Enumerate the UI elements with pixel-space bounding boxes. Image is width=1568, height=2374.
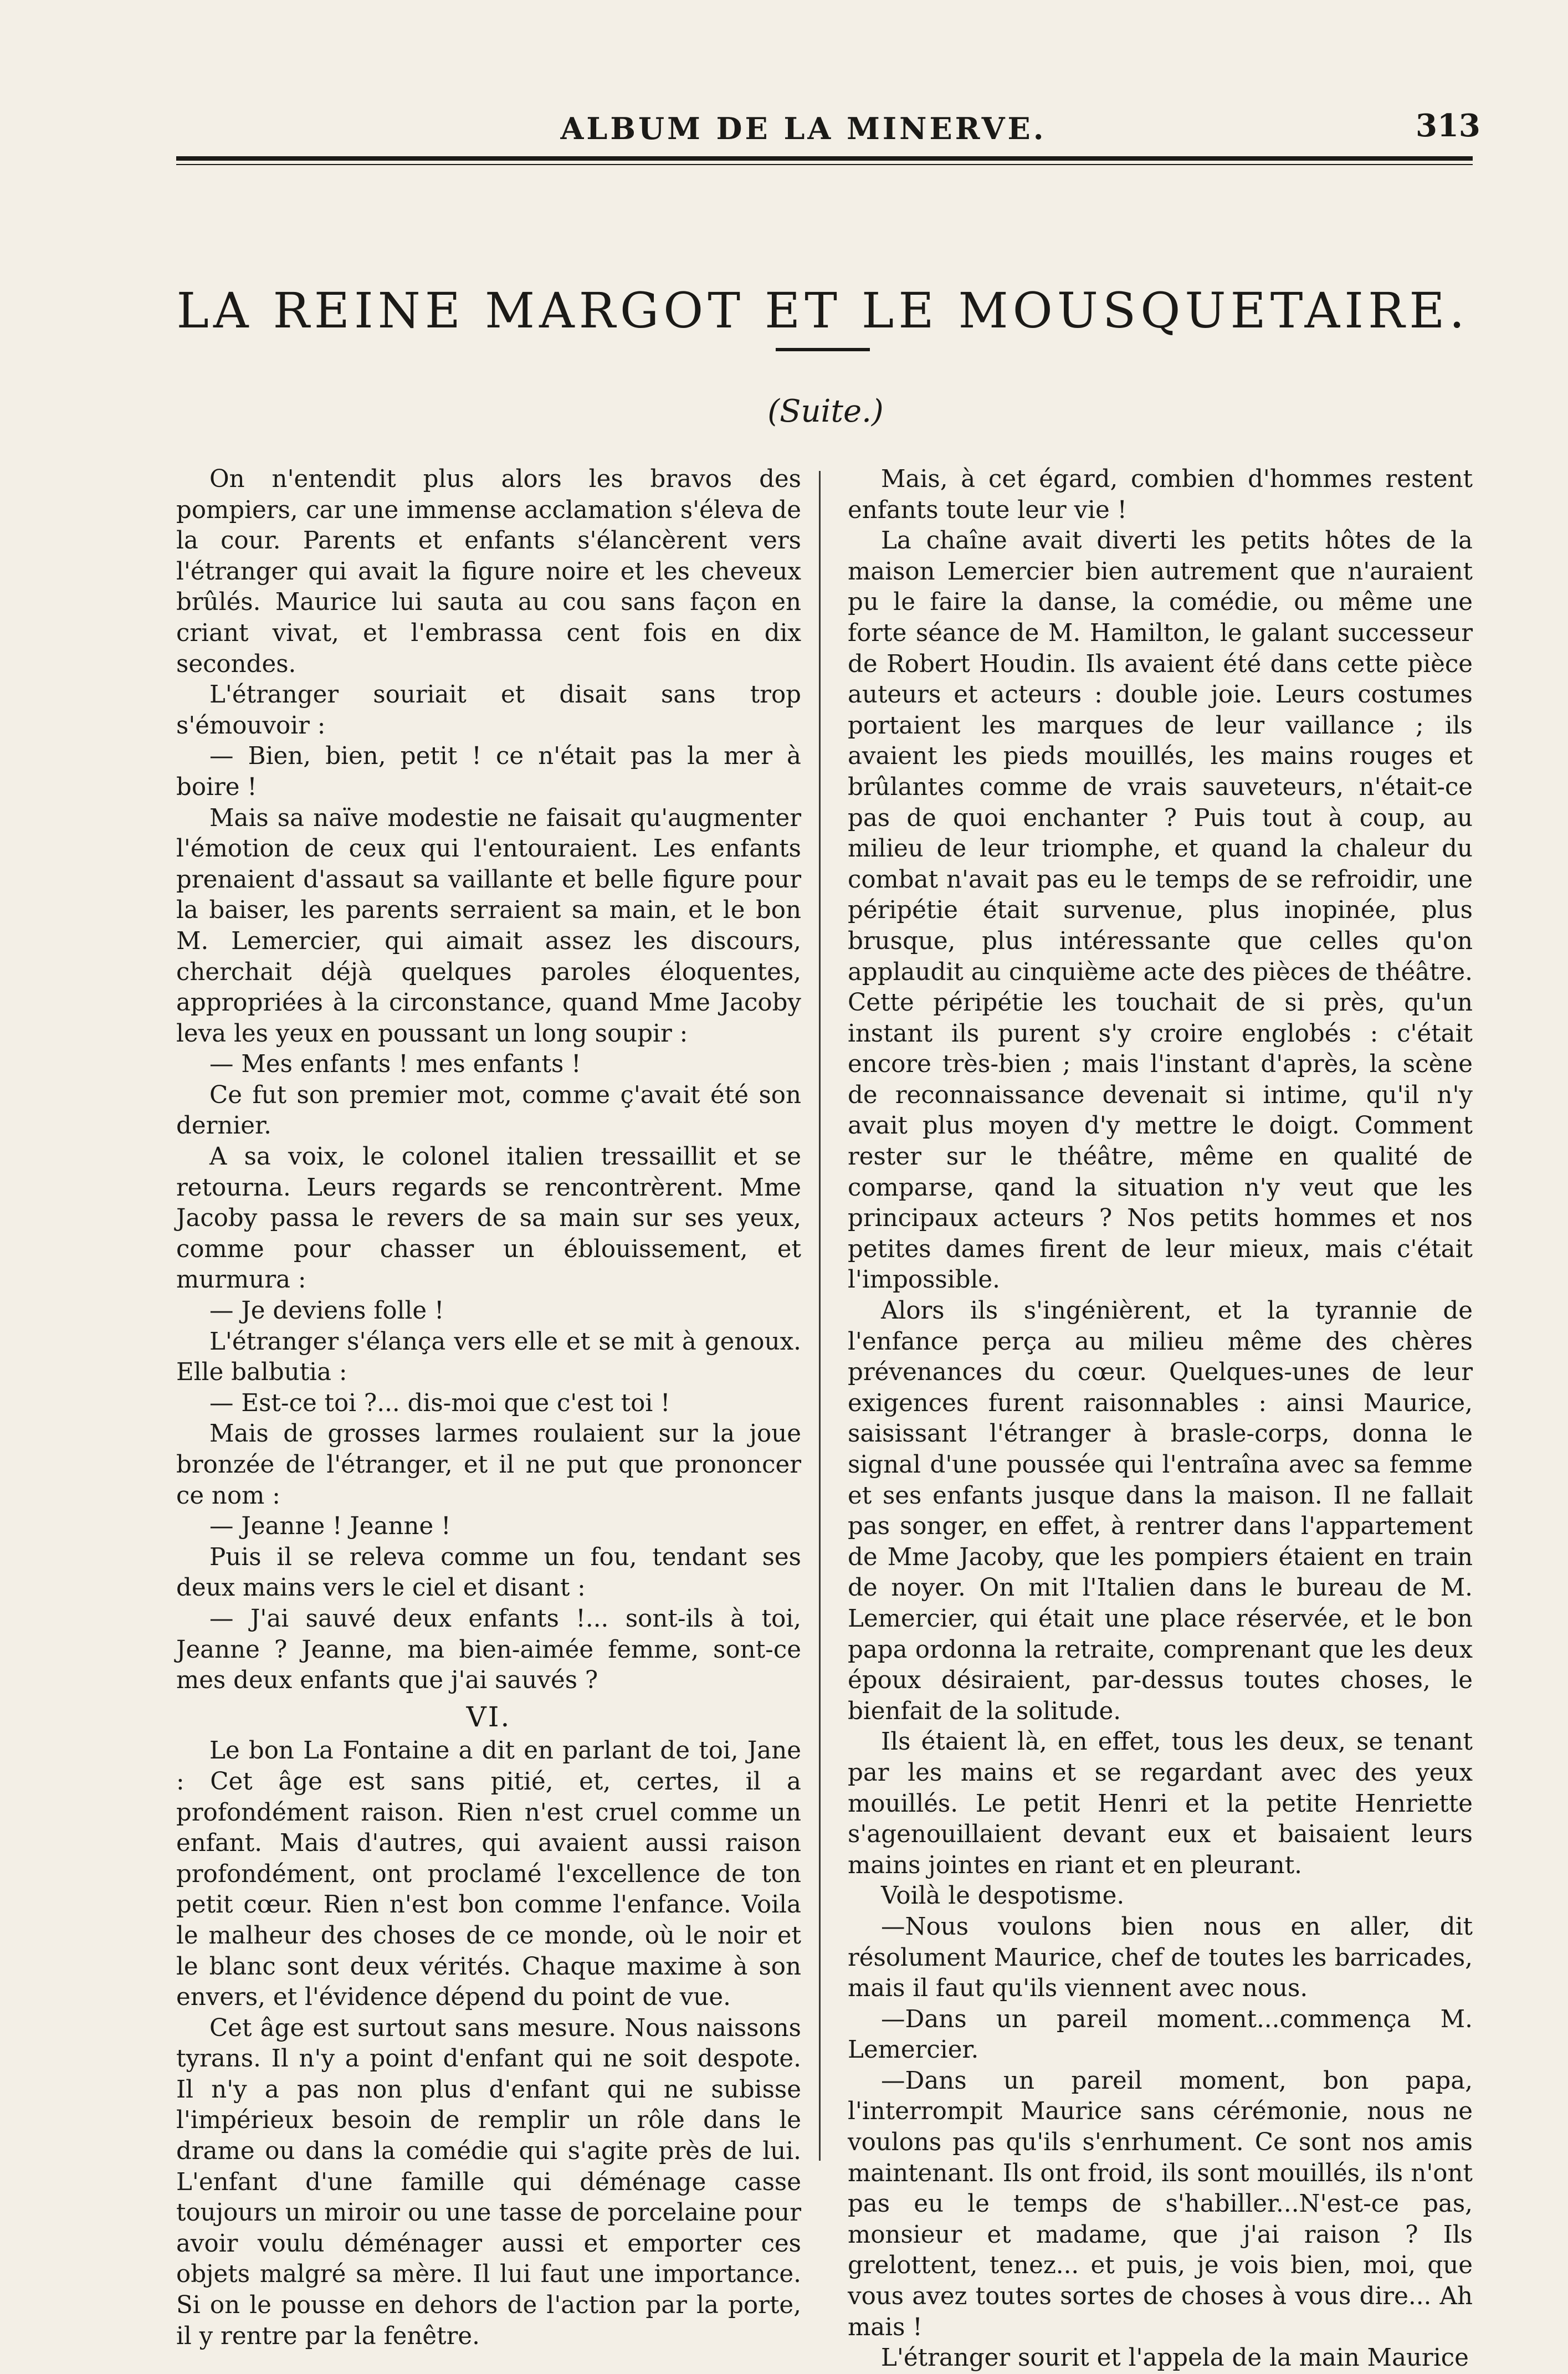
- paragraph: A sa voix, le colonel italien tressaillit et se retourna. Leurs regards se rencontrèrent. Mme Jacoby passa le revers de sa main sur ses yeux, comme pour chasser un éblouissement, et murmura :: [176, 1143, 801, 1294]
- paragraph: — Jeanne ! Jeanne !: [209, 1512, 451, 1541]
- paragraph: Puis il se releva comme un fou, tendant ses deux mains vers le ciel et disant :: [176, 1543, 801, 1602]
- paragraph: L'étranger souriait et disait sans trop s'émouvoir :: [176, 681, 801, 740]
- paragraph: Ce fut son premier mot, comme ç'avait été son dernier.: [176, 1081, 801, 1140]
- title-divider: [776, 348, 870, 351]
- paragraph: Cet âge est surtout sans mesure. Nous naissons tyrans. Il n'y a point d'enfant qui ne soit despote. Il n'y a pas non plus d'enfant qui ne subisse l'impérieux besoin de remplir un rôle dans le drame ou dans la comédie qui s'agite près de lui. L'enfant d'une famille qui déménage casse toujours un miroir ou une tasse de porcelaine pour avoir voulu déménager aussi et emporter ces objets malgré sa mère. Il lui faut une importance. Si on le pousse en dehors de l'action par la porte, il y rentre par la fenêtre.: [176, 2014, 801, 2350]
- paragraph: — Bien, bien, petit ! ce n'était pas la mer à boire !: [176, 742, 801, 801]
- paragraph: L'étranger s'élança vers elle et se mit à genoux. Elle balbutia :: [176, 1327, 801, 1387]
- paragraph: Le bon La Fontaine a dit en parlant de toi, Jane : Cet âge est sans pitié, et, certes, il a profondément raison. Rien n'est cruel comme un enfant. Mais d'autres, qui avaient aussi raison profondément, ont proclamé l'excellence de ton petit cœur. Rien n'est bon comme l'enfance. Voila le malheur des choses de ce monde, où le noir et le blanc sont deux vérités. Chaque maxime à son envers, et l'évidence dépend du point de vue.: [176, 1737, 801, 2012]
- paragraph: L'étranger sourit et l'appela de la main Maurice: [881, 2344, 1469, 2372]
- paragraph: —Nous voulons bien nous en aller, dit résolument Maurice, chef de toutes les barricades, mais il faut qu'ils viennent avec nous.: [848, 1912, 1473, 2003]
- paragraph: — J'ai sauvé deux enfants !... sont-ils à toi, Jeanne ? Jeanne, ma bien-aimée femme, sont-ce mes deux enfants que j'ai sauvés ?: [176, 1604, 801, 1695]
- paragraph: — Est-ce toi ?... dis-moi que c'est toi !: [209, 1389, 670, 1417]
- paragraph: — Mes enfants ! mes enfants !: [209, 1050, 581, 1079]
- paragraph: —Dans un pareil moment...commença M. Lemercier.: [848, 2005, 1473, 2064]
- paragraph: On n'entendit plus alors les bravos des pompiers, car une immense acclamation s'éleva de la cour. Parents et enfants s'élancèrent vers l'étranger qui avait la figure noire et les cheveux brûlés. Maurice lui sauta au cou sans façon en criant vivat, et l'embrassa cent fois en dix secondes.: [176, 465, 801, 678]
- header-rule-thin: [176, 164, 1473, 165]
- column-divider: [819, 471, 821, 2161]
- paragraph: La chaîne avait diverti les petits hôtes de la maison Lemercier bien autrement que n'auraient pu le faire la danse, la comédie, ou même une forte séance de M. Hamilton, le galant successeur de Robert Houdin. Ils avaient été dans cette pièce auteurs et acteurs : double joie. Leurs costumes portaient les marques de leur vaillance ; ils avaient les pieds mouillés, les mains rouges et brûlantes comme de vrais sauveteurs, n'était-ce pas de quoi enchanter ? Puis tout à coup, au milieu de leur triomphe, et quand la chaleur du combat n'avait pas eu le temps de se refroidir, une péripétie était survenue, plus inopinée, plus brusque, plus intéressante que celles qu'on applaudit au cinquième acte des pièces de théâtre. Cette péripétie les touchait de si près, qu'un instant ils purent s'y croire englobés : c'était encore très-bien ; mais l'instant d'après, la scène de reconnaissance devenait si intime, qu'il n'y avait plus moyen d'y mettre le doigt. Comment rester sur le théâtre, même en qualité de comparse, qand la situation n'y veut que les principaux acteurs ? Nos petits hommes et nos petites dames firent de leur mieux, mais c'était l'impossible.: [848, 527, 1473, 1294]
- page-number: 313: [1416, 107, 1480, 144]
- header-rule: [176, 156, 1473, 161]
- paragraph: Mais sa naïve modestie ne faisait qu'augmenter l'émotion de ceux qui l'entouraient. Les enfants prenaient d'assaut sa vaillante et belle figure pour la baiser, les parents serraient sa main, et le bon M. Lemercier, qui aimait assez les discours, cherchait déjà quelques paroles éloquentes, appropriées à la circonstance, quand Mme Jacoby leva les yeux en poussant un long soupir :: [176, 804, 801, 1048]
- left-column: [176, 464, 801, 2350]
- running-title: ALBUM DE LA MINERVE.: [560, 111, 1047, 146]
- paragraph: Ils étaient là, en effet, tous les deux, se tenant par les mains et se regardant avec des yeux mouillés. Le petit Henri et la petite Henriette s'agenouillaient devant eux et baisaient leurs mains jointes en riant et en pleurant.: [848, 1728, 1473, 1879]
- article-title: LA REINE MARGOT ET LE MOUSQUETAIRE.: [176, 281, 1469, 339]
- right-column: [848, 464, 1473, 2372]
- section-heading: VI.: [466, 1700, 511, 1733]
- paragraph: —Dans un pareil moment, bon papa, l'interrompit Maurice sans cérémonie, nous ne voulons pas qu'ils s'enrhument. Ce sont nos amis maintenant. Ils ont froid, ils sont mouillés, ils n'ont pas eu le temps de s'habiller...N'est-ce pas, monsieur et madame, que j'ai raison ? Ils grelottent, tenez... et puis, je vois bien, moi, que vous avez toutes sortes de choses à vous dire... Ah mais !: [848, 2067, 1473, 2341]
- paragraph: Mais de grosses larmes roulaient sur la joue bronzée de l'étranger, et il ne put que prononcer ce nom :: [176, 1420, 801, 1510]
- paragraph: Mais, à cet égard, combien d'hommes restent enfants toute leur vie !: [848, 465, 1473, 524]
- article-subtitle: (Suite.): [767, 393, 884, 429]
- paragraph: Alors ils s'ingénièrent, et la tyrannie de l'enfance perça au milieu même des chères prévenances du cœur. Quelques-unes de leur exigences furent raisonnables : ainsi Maurice, saisissant l'étranger à brasle-corps, donna le signal d'une poussée qui l'entraîna avec sa femme et ses enfants jusque dans la maison. Il ne fallait pas songer, en effet, à rentrer dans l'appartement de Mme Jacoby, que les pompiers étaient en train de noyer. On mit l'Italien dans le bureau de M. Lemercier, qui était une place réservée, et le bon papa ordonna la retraite, comprenant que les deux époux désiraient, par-dessus toutes choses, le bienfait de la solitude.: [848, 1297, 1473, 1725]
- paragraph: Voilà le despotisme.: [881, 1882, 1125, 1910]
- paragraph: — Je deviens folle !: [209, 1297, 444, 1325]
